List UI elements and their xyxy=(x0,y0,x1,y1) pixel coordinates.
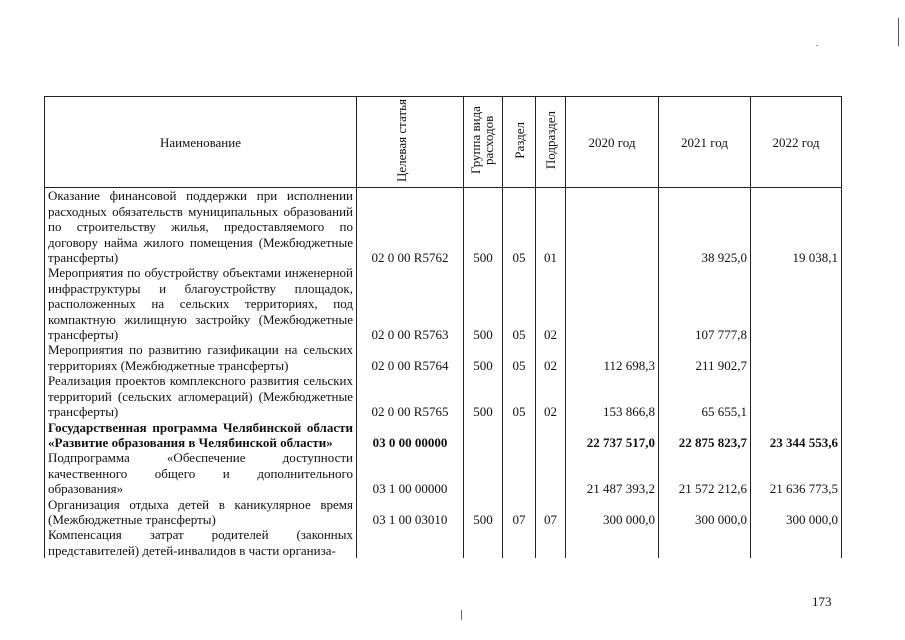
page-number: 173 xyxy=(812,594,832,609)
header-2020: 2020 год xyxy=(566,97,659,188)
row-section: 05 xyxy=(503,188,536,266)
budget-table xyxy=(44,96,842,558)
row-target: 03 0 00 00000 xyxy=(357,420,464,451)
row-group xyxy=(464,420,503,451)
row-target xyxy=(357,527,464,558)
row-group: 500 xyxy=(464,373,503,419)
row-2020: 21 487 393,2 xyxy=(566,450,659,496)
row-2020 xyxy=(566,188,659,266)
table-row-program xyxy=(45,420,842,451)
row-target: 02 0 00 R5762 xyxy=(357,188,464,266)
row-2021: 107 777,8 xyxy=(659,265,751,342)
table-row xyxy=(45,450,842,496)
page-edge-line xyxy=(898,18,899,46)
row-2021: 21 572 212,6 xyxy=(659,450,751,496)
row-name: Подпрограмма «Обеспечение доступности качественного общего и дополнительного образования» xyxy=(45,450,357,496)
table-row xyxy=(45,188,842,266)
row-2022 xyxy=(751,373,842,419)
row-subsection: 02 xyxy=(536,342,566,373)
row-subsection xyxy=(536,420,566,451)
header-2022: 2022 год xyxy=(751,97,842,188)
table-row xyxy=(45,497,842,528)
header-section: Раздел xyxy=(503,97,536,188)
row-group: 500 xyxy=(464,265,503,342)
table-row xyxy=(45,373,842,419)
header-name: Наименование xyxy=(45,97,357,188)
row-name: Реализация проектов комплексного развития сельских территорий (сельских агломераций) (Межбюджетные трансферты) xyxy=(45,373,357,419)
row-2022: 300 000,0 xyxy=(751,497,842,528)
row-2021: 300 000,0 xyxy=(659,497,751,528)
row-section: 05 xyxy=(503,265,536,342)
row-target: 03 1 00 03010 xyxy=(357,497,464,528)
row-name: Компенсация затрат родителей (законных представителей) детей-инвалидов в части организа- xyxy=(45,527,357,558)
row-target: 03 1 00 00000 xyxy=(357,450,464,496)
row-2022 xyxy=(751,527,842,558)
header-2021: 2021 год xyxy=(659,97,751,188)
row-2021: 22 875 823,7 xyxy=(659,420,751,451)
row-2022: 21 636 773,5 xyxy=(751,450,842,496)
row-section xyxy=(503,450,536,496)
row-name: Оказание финансовой поддержки при исполнении расходных обязательств муниципальных образований по строительству жилья, предоставляемого по договору найма жилого помещения (Межбюджетные трансферты) xyxy=(45,188,357,266)
row-2020: 300 000,0 xyxy=(566,497,659,528)
table-header-row xyxy=(45,97,842,188)
row-2020 xyxy=(566,265,659,342)
row-section: 07 xyxy=(503,497,536,528)
row-2021: 38 925,0 xyxy=(659,188,751,266)
row-subsection: 02 xyxy=(536,265,566,342)
header-target: Целевая статья xyxy=(357,97,464,188)
row-subsection: 01 xyxy=(536,188,566,266)
row-section xyxy=(503,420,536,451)
row-group: 500 xyxy=(464,342,503,373)
scan-speck xyxy=(816,45,818,46)
row-2022 xyxy=(751,265,842,342)
row-2022 xyxy=(751,342,842,373)
row-2022: 19 038,1 xyxy=(751,188,842,266)
row-section: 05 xyxy=(503,342,536,373)
header-group: Группа вида расходов xyxy=(464,97,503,188)
table-row xyxy=(45,342,842,373)
row-target: 02 0 00 R5765 xyxy=(357,373,464,419)
scan-mark xyxy=(461,610,462,620)
row-2021: 65 655,1 xyxy=(659,373,751,419)
row-2020: 153 866,8 xyxy=(566,373,659,419)
row-group: 500 xyxy=(464,497,503,528)
row-subsection xyxy=(536,450,566,496)
row-group: 500 xyxy=(464,188,503,266)
row-2020: 22 737 517,0 xyxy=(566,420,659,451)
row-group xyxy=(464,450,503,496)
row-2020: 112 698,3 xyxy=(566,342,659,373)
row-target: 02 0 00 R5764 xyxy=(357,342,464,373)
row-2021: 211 902,7 xyxy=(659,342,751,373)
row-target: 02 0 00 R5763 xyxy=(357,265,464,342)
row-section xyxy=(503,527,536,558)
row-2022: 23 344 553,6 xyxy=(751,420,842,451)
row-group xyxy=(464,527,503,558)
row-2020 xyxy=(566,527,659,558)
row-section: 05 xyxy=(503,373,536,419)
row-name: Мероприятия по обустройству объектами инженерной инфраструктуры и благоустройству площадок, расположенных на сельских территориях, под компактную жилищную застройку (Межбюджетные трансферты) xyxy=(45,265,357,342)
row-subsection xyxy=(536,527,566,558)
row-subsection: 07 xyxy=(536,497,566,528)
row-name: Государственная программа Челябинской области «Развитие образования в Челябинской области» xyxy=(45,420,357,451)
table-row-continued xyxy=(45,527,842,558)
table-row xyxy=(45,265,842,342)
row-subsection: 02 xyxy=(536,373,566,419)
header-subsection: Подраздел xyxy=(536,97,566,188)
row-name: Организация отдыха детей в каникулярное время (Межбюджетные трансферты) xyxy=(45,497,357,528)
row-2021 xyxy=(659,527,751,558)
row-name: Мероприятия по развитию газификации на сельских территориях (Межбюджетные трансферты) xyxy=(45,342,357,373)
